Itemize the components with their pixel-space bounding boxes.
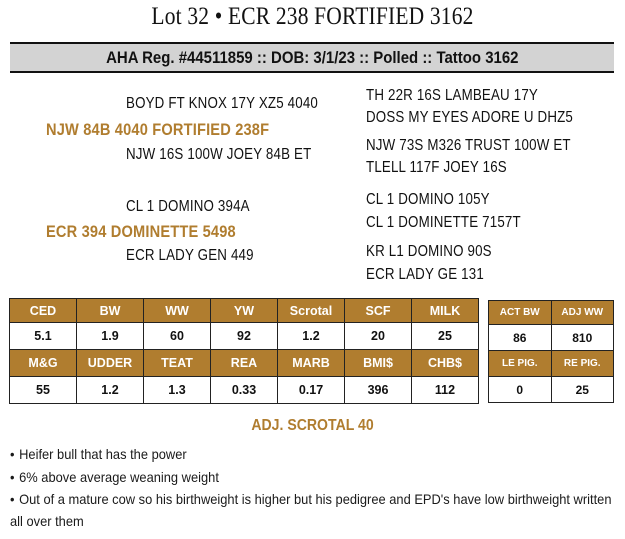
sire-dam-dam: TLELL 117F JOEY 16S — [366, 159, 507, 176]
epd-header: UDDER — [77, 350, 144, 377]
actual-header-row-1 — [489, 301, 614, 325]
bullet-icon: • — [10, 491, 15, 507]
sire-sire-sire: TH 22R 16S LAMBEAU 17Y — [366, 87, 538, 104]
sire-sire-dam: DOSS MY EYES ADORE U DHZ5 — [366, 109, 574, 126]
epd-header: YW — [211, 299, 278, 323]
epd-header: Scrotal — [278, 299, 345, 323]
actual-header: ADJ WW — [551, 301, 614, 325]
epd-value: 55 — [10, 377, 77, 404]
lot-title: Lot 32 • ECR 238 FORTIFIED 3162 — [151, 3, 474, 30]
epd-header: TEAT — [144, 350, 211, 377]
adj-scrotal — [0, 417, 625, 435]
epd-header: M&G — [10, 350, 77, 377]
dam-name: ECR 394 DOMINETTE 5498 — [46, 222, 236, 241]
dam-dam: ECR LADY GEN 449 — [126, 247, 254, 264]
actual-value: 86 — [489, 325, 552, 351]
epd-header-row-2 — [10, 350, 479, 377]
epd-value: 60 — [144, 323, 211, 350]
note-text: Heifer bull that has the power — [19, 446, 187, 462]
epd-value: 0.33 — [211, 377, 278, 404]
epd-table — [9, 298, 479, 404]
list-item — [10, 488, 616, 532]
sire-sire: BOYD FT KNOX 17Y XZ5 4040 — [126, 95, 318, 112]
dam-sire-sire: CL 1 DOMINO 105Y — [366, 191, 490, 208]
list-item — [10, 466, 616, 489]
epd-header: CHB$ — [412, 350, 479, 377]
list-item — [10, 443, 616, 466]
bullet-icon: • — [10, 446, 15, 462]
actual-header: RE PIG. — [551, 351, 614, 377]
epd-value-row-2 — [10, 377, 479, 404]
dam-sire-dam: CL 1 DOMINETTE 7157T — [366, 214, 521, 231]
actual-value: 25 — [551, 377, 614, 403]
epd-value: 0.17 — [278, 377, 345, 404]
note-text: Out of a mature cow so his birthweight is higher but his pedigree and EPD's have low birthweight written all over them — [10, 491, 612, 529]
sire-dam-sire: NJW 73S M326 TRUST 100W ET — [366, 137, 571, 154]
actual-header: LE PIG. — [489, 351, 552, 377]
actual-value-row-1 — [489, 325, 614, 351]
registration-bar — [10, 42, 614, 73]
epd-value: 92 — [211, 323, 278, 350]
registration-text: AHA Reg. #44511859 :: DOB: 3/1/23 :: Polled :: Tattoo 3162 — [105, 48, 519, 67]
actual-header-row-2 — [489, 351, 614, 377]
epd-value: 1.2 — [278, 323, 345, 350]
actual-measurements-table — [488, 300, 614, 403]
epd-header: REA — [211, 350, 278, 377]
epd-value: 1.3 — [144, 377, 211, 404]
dam-dam-sire: KR L1 DOMINO 90S — [366, 243, 492, 260]
epd-value: 5.1 — [10, 323, 77, 350]
actual-value: 810 — [551, 325, 614, 351]
actual-header: ACT BW — [489, 301, 552, 325]
sire-name: NJW 84B 4040 FORTIFIED 238F — [46, 120, 270, 139]
epd-value: 1.9 — [77, 323, 144, 350]
dam-sire: CL 1 DOMINO 394A — [126, 198, 250, 215]
epd-value: 112 — [412, 377, 479, 404]
epd-header: CED — [10, 299, 77, 323]
note-text: 6% above average weaning weight — [19, 468, 219, 485]
epd-value: 25 — [412, 323, 479, 350]
adj-scrotal-text: ADJ. SCROTAL 40 — [251, 417, 374, 434]
epd-header: WW — [144, 299, 211, 323]
actual-value-row-2 — [489, 377, 614, 403]
epd-header: MARB — [278, 350, 345, 377]
actual-value: 0 — [489, 377, 552, 403]
epd-header: BW — [77, 299, 144, 323]
dam-dam-dam: ECR LADY GE 131 — [366, 266, 484, 283]
bullet-icon: • — [10, 468, 15, 485]
epd-header-row-1 — [10, 299, 479, 323]
epd-header: BMI$ — [345, 350, 412, 377]
epd-header: MILK — [412, 299, 479, 323]
notes-list — [10, 443, 620, 532]
epd-value: 20 — [345, 323, 412, 350]
epd-header: SCF — [345, 299, 412, 323]
epd-value-row-1 — [10, 323, 479, 350]
epd-value: 1.2 — [77, 377, 144, 404]
epd-value: 396 — [345, 377, 412, 404]
sire-dam: NJW 16S 100W JOEY 84B ET — [126, 146, 312, 163]
